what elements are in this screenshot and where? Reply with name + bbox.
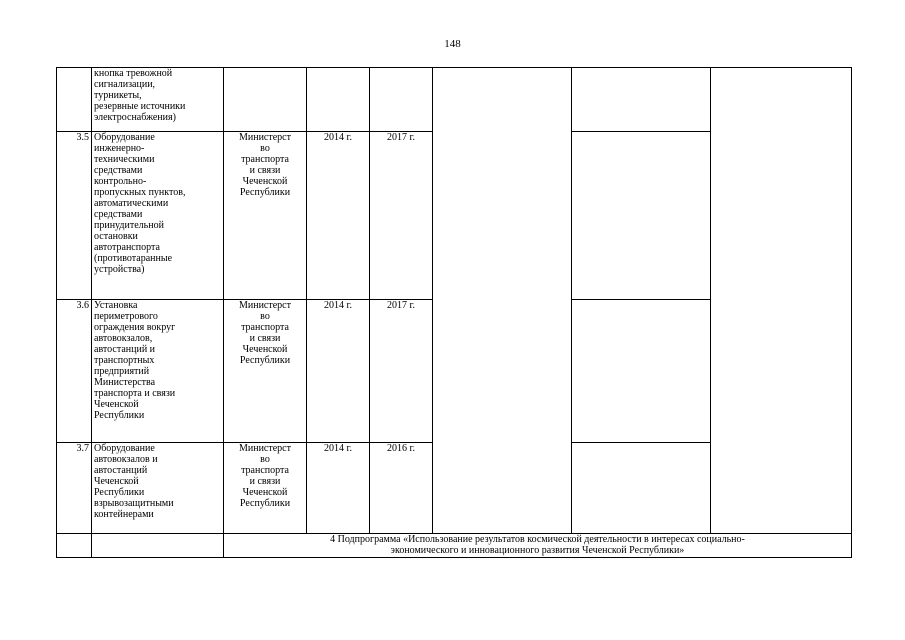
activity-name-line: периметрового: [94, 311, 158, 322]
executor-line: во: [260, 143, 270, 154]
empty-cell: [572, 68, 711, 132]
activity-name-line: средствами: [94, 165, 143, 176]
activity-name-line: Оборудование: [94, 132, 155, 143]
empty-cell: [572, 443, 711, 534]
activity-name-line: средствами: [94, 209, 143, 220]
executor-cell: [224, 68, 307, 132]
end-year-cell: 2017 г.: [370, 300, 433, 443]
executor-line: Министерст: [238, 132, 291, 143]
activity-name-line: ограждения вокруг: [94, 322, 176, 333]
executor-line: Чеченской: [242, 344, 288, 355]
executor-cell: [224, 300, 307, 443]
merged-empty-cell: [711, 68, 852, 534]
activity-name-line: автостанций и: [94, 344, 156, 355]
empty-cell: [57, 534, 92, 558]
empty-cell: [92, 534, 224, 558]
activity-name-line: техническими: [94, 154, 155, 165]
executor-line: во: [260, 311, 270, 322]
activity-name-line: сигнализации,: [94, 79, 156, 90]
executor-line: Министерст: [238, 300, 291, 311]
activity-name-line: автостанций: [94, 465, 148, 476]
activity-name-line: Чеченской: [94, 399, 139, 410]
page-number: 148: [444, 38, 461, 50]
table-row: [57, 68, 852, 132]
activity-name-line: остановки: [94, 231, 138, 242]
activity-name-line: турникеты,: [94, 90, 142, 101]
activity-name-cell: [92, 443, 224, 534]
end-year-cell: 2016 г.: [370, 443, 433, 534]
start-year-cell: 2014 г.: [307, 300, 370, 443]
executor-cell: [224, 132, 307, 300]
activity-name-line: автотранспорта: [94, 242, 160, 253]
end-year-cell: 2017 г.: [370, 132, 433, 300]
executor-cell: [224, 443, 307, 534]
executor-line: Республики: [239, 355, 291, 366]
row-number-cell: 3.5: [57, 132, 92, 300]
activity-name-line: автовокзалов,: [94, 333, 153, 344]
executor-line: во: [260, 454, 270, 465]
activity-name-line: пропускных пунктов,: [94, 187, 186, 198]
executor-line: транспорта: [241, 465, 289, 476]
executor-line: транспорта: [241, 322, 289, 333]
executor-line: и связи: [249, 333, 281, 344]
activity-name-line: (противотаранные: [94, 253, 173, 264]
activity-name-line: автовокзалов и: [94, 454, 158, 465]
activity-name-line: Установка: [94, 300, 138, 311]
activity-name-line: контрольно-: [94, 176, 147, 187]
activity-name-line: транспорта и связи: [94, 388, 176, 399]
subprogram-row: [57, 534, 852, 558]
row-number-cell: 3.7: [57, 443, 92, 534]
executor-line: Министерст: [238, 443, 291, 454]
executor-line: Республики: [239, 187, 291, 198]
subprogram-title-line: 4 Подпрограмма «Использование результатов космической деятельности в интересах социально-: [330, 534, 745, 545]
activity-name-line: взрывозащитными: [94, 498, 174, 509]
subprogram-title-cell: [224, 534, 852, 558]
activity-name-line: Министерства: [94, 377, 156, 388]
activity-name-line: транспортных: [94, 355, 155, 366]
row-number-cell: 3.6: [57, 300, 92, 443]
activity-name-line: Республики: [94, 487, 145, 498]
activity-name-line: Чеченской: [94, 476, 139, 487]
start-year-cell: 2014 г.: [307, 443, 370, 534]
executor-line: и связи: [249, 476, 281, 487]
start-year-cell: 2014 г.: [307, 132, 370, 300]
activity-name-cell: [92, 300, 224, 443]
activity-name-line: устройства): [94, 264, 145, 275]
empty-cell: [572, 300, 711, 443]
executor-line: Чеченской: [242, 176, 288, 187]
activity-name-line: кнопка тревожной: [94, 68, 173, 79]
activity-name-line: Республики: [94, 410, 145, 421]
activity-name-line: инженерно-: [94, 143, 145, 154]
activity-name-line: Оборудование: [94, 443, 155, 454]
activity-name-line: контейнерами: [94, 509, 154, 520]
activity-name-cell: [92, 68, 224, 132]
executor-line: транспорта: [241, 154, 289, 165]
executor-line: Республики: [239, 498, 291, 509]
executor-line: Чеченской: [242, 487, 288, 498]
activity-name-line: резервные источники: [94, 101, 186, 112]
start-year-cell: [307, 68, 370, 132]
activity-name-line: предприятий: [94, 366, 150, 377]
program-activities-table: [56, 67, 852, 558]
empty-cell: [572, 132, 711, 300]
activity-name-cell: [92, 132, 224, 300]
executor-line: и связи: [249, 165, 281, 176]
end-year-cell: [370, 68, 433, 132]
row-number-cell: [57, 68, 92, 132]
subprogram-title-line: экономического и инновационного развития Чеченской Республики»: [390, 545, 685, 556]
activity-name-line: автоматическими: [94, 198, 169, 209]
merged-empty-cell: [433, 68, 572, 534]
activity-name-line: электроснабжения): [94, 112, 176, 123]
activity-name-line: принудительной: [94, 220, 164, 231]
